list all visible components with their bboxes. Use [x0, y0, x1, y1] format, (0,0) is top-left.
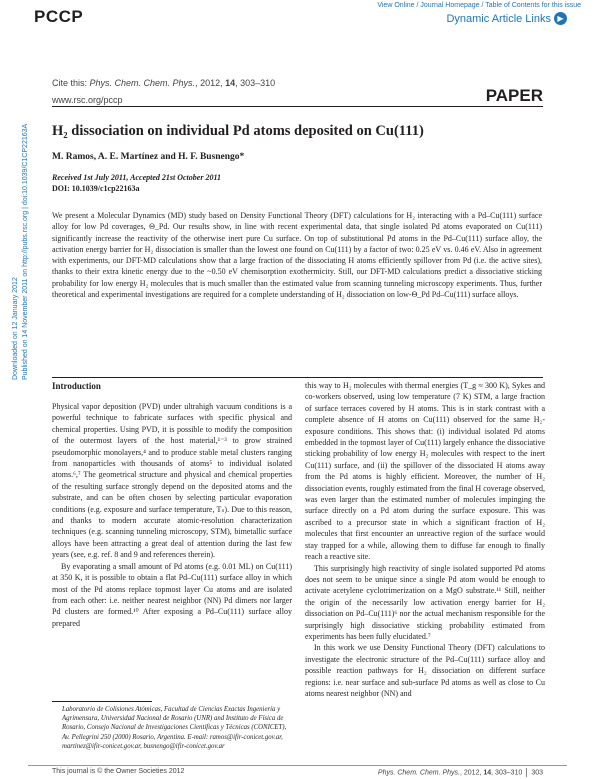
view-online-link[interactable]: View Online: [377, 2, 415, 9]
footer-volume: 14: [483, 769, 492, 777]
cite-prefix: Cite this:: [52, 78, 90, 88]
affiliation-rule: [52, 701, 152, 702]
doi[interactable]: DOI: 10.1039/c1cp22163a: [52, 184, 140, 193]
page-number: 303: [531, 769, 543, 777]
journal-logo: PCCP: [34, 7, 84, 26]
abstract: We present a Molecular Dynamics (MD) study based on Density Functional Theory (DFT) calculations for H₂ interacting with a Pd–Cu(111) surface alloy for low Pd coverages, Θ_Pd. Our results show, in line with recent experimental data, that single isolated Pd atoms evaporated on Cu(111) significantly increase the reactivity of the otherwise inert pure Cu surface. On top of substitutional Pd atoms in the Pd–Cu(111) surface alloy, the activation energy barrier for H₂ dissociation is smaller than the lowest one found on Cu(111) by a factor of two: 0.25 eV vs. 0.46 eV. Also in agreement with experiments, our DFT-MD calculations show that a large fraction of the dissociating H atoms efficiently spillover from Pd (i.e. the active sites), thanks to their extra kinetic energy due to the ~0.50 eV chemisorption exothermicity. Still, our DFT-MD calculations predict a dissociative sticking probability for low energy H₂ molecules that is much smaller than the estimated value from scanning tunneling microscopy experiments. Thus, further theoretical and experimental investigations are required for a complete understanding of H₂ dissociation on low-Θ_Pd Pd–Cu(111) surface alloys.: [52, 211, 542, 300]
copyright-note: This journal is © the Owner Societies 2012: [52, 768, 185, 775]
play-arrow-icon[interactable]: ▶: [554, 12, 567, 25]
dynamic-article-links[interactable]: Dynamic Article Links: [446, 13, 551, 25]
footer-year: , 2012,: [460, 769, 484, 777]
toc-link[interactable]: Table of Contents for this issue: [485, 2, 581, 9]
footer-citation: [378, 768, 543, 777]
footer-pages: , 303–310: [491, 769, 523, 777]
header-rule: [52, 106, 543, 107]
received-dates: Received 1st July 2011, Accepted 21st October 2011: [52, 173, 222, 182]
cite-journal: Phys. Chem. Chem. Phys.: [89, 78, 196, 88]
paragraph: Physical vapor deposition (PVD) under ultrahigh vacuum conditions is a powerful technique to fabricate surfaces with specific physical and chemical properties. Using PVD, it is possible to modify the composition of the outermost layers of the host material,¹⁻³ to grow strained pseudomorphic monolayers,⁴ and to produce stable metal clusters ranging from nanoparticles with thousands of atoms⁵ to individual isolated atoms.⁶,⁷ The geometrical structure and physical and chemical properties of the resulting surface strongly depend on the deposited atoms and the substrate, and can be often chosen by selecting particular evaporation conditions (e.g. exposure and surface temperature, Tₛ). Due to this reason, and thanks to modern accurate atomic-resolution characterization techniques (e.g. scanning tunneling microscopy, STM), bimetallic surface alloys have been attracting a great deal of attention during the last few years (see, e.g. ref. 8 and 9 and references therein).: [52, 402, 292, 560]
footer-separator: [526, 768, 527, 777]
article-title: H₂ dissociation on individual Pd atoms deposited on Cu(111): [52, 123, 424, 139]
paragraph: this way to H₂ molecules with thermal energies (T_g ≈ 300 K), Sykes and co-workers observed, using low temperature (7 K) STM, a large fraction of surface terraces covered by H atoms. This is in stark contrast with a complete absence of H atoms on Cu(111) observed for the same H₂-exposure conditions. This shows that: (i) individual isolated Pd atoms embedded in the topmost layer of Cu(111) largely enhance the dissociative sticking probability of low energy H₂ molecules with respect to the inert Cu(111) surface, and (ii) the spillover of the dissociated H atoms away from the Pd atoms is highly efficient. Moreover, the number of H₂ dissociation events, roughly estimated from the final H coverage observed, was even larger than the estimated number of molecules impinging the surface directly on a Pd atom during the surface exposure. This was ascribed to a precursor state in which a significant fraction of H₂ molecules that first encounter an unreactive region of the surface would stay trapped for a while, allowing them to diffuse far enough to finally reach a reactive site.: [305, 381, 545, 562]
section-heading: Introduction: [52, 381, 101, 391]
link-separator: /: [479, 2, 486, 9]
cite-year: , 2012,: [195, 78, 226, 88]
download-sidebar: [12, 123, 29, 381]
abstract-rule: [52, 377, 543, 378]
paragraph: This surprisingly high reactivity of single isolated supported Pd atoms does not seem to be unique since a single Pd atom would be enough to activate acetylene cyclotrimerization on a MgO substrate.¹¹ Still, neither the origin of the necessarily low activation energy barrier for H₂ dissociation on Pd–Cu(111)⁶ nor the actual mechanism responsible for the surprisingly high dissociative sticking probability estimated from experiments has been fully elucidated.⁷: [305, 563, 545, 641]
citation: [52, 78, 275, 88]
paragraph: By evaporating a small amount of Pd atoms (e.g. 0.01 ML) on Cu(111) at 350 K, it is possible to obtain a flat Pd–Cu(111) surface alloy in which most of the Pd atoms replace topmost layer Cu atoms and are isolated from each other: i.e. neither nearest neighbor (NN) Pd dimers nor larger Pd clusters are formed.¹⁰ After exposing a Pd–Cu(111) surface alloy prepared: [52, 561, 292, 628]
paragraph: In this work we use Density Functional Theory (DFT) calculations to investigate the electronic structure of the Pd–Cu(111) surface alloy and possible reaction pathways for H₂ dissociation on different surface regions: i.e. near surface and sub-surface Pd atoms as well as close to Cu atoms nearest neighbor (NN) and: [305, 643, 545, 698]
footer-rule: [28, 765, 567, 766]
published-note[interactable]: Published on 14 November 2011 on http://pubs.rsc.org | doi:10.1039/C1CP22163A: [22, 123, 29, 380]
affiliation: Laboratorio de Colisiones Atómicas, Facultad de Ciencias Exactas Ingeniería y Agrimensura, Universidad Nacional de Rosario (UNR) and Instituto de Física de Rosario, Consejo Nacional de Investigaciones Científicas y Técnicas (CONICET), Av. Pellegrini 250 (2000) Rosario, Argentina. E-mail: ramos@ifir-conicet.gov.ar, martinez@ifir-conicet.gov.ar, busnengo@ifir-conicet.gov.ar: [62, 706, 287, 750]
cite-pages: , 303–310: [235, 78, 276, 88]
article-type-label: PAPER: [485, 86, 543, 105]
right-column: [305, 380, 545, 699]
journal-homepage-link[interactable]: Journal Homepage: [420, 2, 480, 9]
footer-journal: Phys. Chem. Chem. Phys.: [377, 769, 460, 777]
top-links: [377, 2, 581, 9]
link-separator: /: [414, 2, 421, 9]
authors: M. Ramos, A. E. Martínez and H. F. Busnengo*: [52, 152, 245, 162]
left-column: [52, 380, 292, 629]
cite-volume: 14: [225, 78, 236, 88]
downloaded-note[interactable]: Downloaded on 12 January 2012: [12, 277, 19, 380]
website-url[interactable]: www.rsc.org/pccp: [52, 95, 123, 105]
